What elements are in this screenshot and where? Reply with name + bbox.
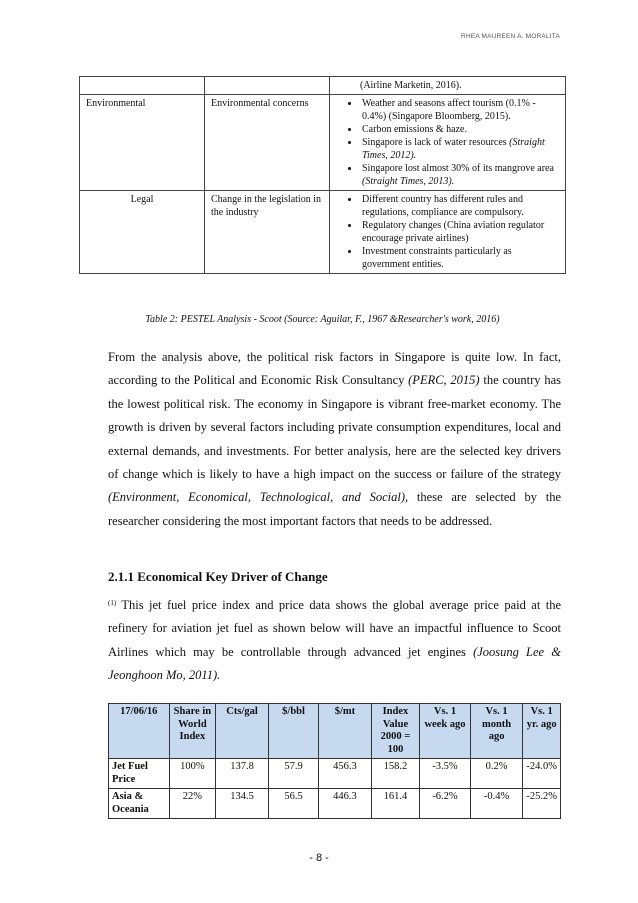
list-item: • Singapore lost almost 30% of its mangrove area (Straight Times, 2013). bbox=[360, 162, 559, 188]
pestel-issue-cell: Change in the legislation in the industry bbox=[205, 191, 330, 274]
page-header-author: RHEA MAUREEN A. MORALITA bbox=[461, 33, 560, 40]
table-cell: -24.0% bbox=[523, 759, 561, 789]
table-cell: 134.5 bbox=[216, 789, 269, 819]
pestel-points-cell bbox=[330, 95, 566, 191]
body-paragraph: From the analysis above, the political risk factors in Singapore is quite low. In fact, according to the Political and Economic Risk Consultancy (PERC, 2015) the country has the lowest political risk. The economy in Singapore is vibrant free-market economy. The growth is driven by several factors including private consumption expenditures, local and external demands, and investments. For better analysis, here are the selected key drivers of change which is likely to have a high impact on the success or failure of the strategy (Environment, Economical, Technological, and Social), these are selected by the researcher considering the most important factors that needs to be addressed. bbox=[108, 350, 561, 528]
table-cell: -0.4% bbox=[470, 789, 523, 819]
list-item: • Different country has different rules and regulations, compliance are compulsory. bbox=[360, 193, 559, 219]
table-cell: 100% bbox=[169, 759, 216, 789]
table-cell: 456.3 bbox=[319, 759, 371, 789]
table-cell: 0.2% bbox=[470, 759, 523, 789]
jet-fuel-price-table bbox=[108, 703, 561, 819]
table-row bbox=[80, 191, 566, 274]
column-header: $/bbl bbox=[268, 704, 318, 759]
list-item: • Singapore is lack of water resources (Straight Times, 2012). bbox=[360, 136, 559, 162]
table-cell: -3.5% bbox=[420, 759, 471, 789]
table-cell: -25.2% bbox=[523, 789, 561, 819]
pestel-factor-cell: Legal bbox=[80, 191, 205, 274]
table-row bbox=[109, 789, 561, 819]
table-cell: 56.5 bbox=[268, 789, 318, 819]
table-caption: Table 2: PESTEL Analysis - Scoot (Source: Aguilar, F., 1967 &Researcher's work, 2016) bbox=[145, 314, 500, 325]
pestel-factor-cell bbox=[80, 77, 205, 95]
list-item: • Investment constraints particularly as government entities. bbox=[360, 245, 559, 271]
pestel-points-cell bbox=[330, 77, 566, 95]
pestel-table bbox=[79, 76, 566, 274]
list-item: • Carbon emissions & haze. bbox=[360, 123, 559, 136]
row-label: Jet Fuel Price bbox=[109, 759, 170, 789]
table-cell: -6.2% bbox=[420, 789, 471, 819]
pestel-points-cell bbox=[330, 191, 566, 274]
table-header-row bbox=[109, 704, 561, 759]
pestel-issue-cell bbox=[205, 77, 330, 95]
footnote-mark: (1) bbox=[108, 599, 117, 607]
list-item: • Weather and seasons affect tourism (0.1% - 0.4%) (Singapore Bloomberg, 2015). bbox=[360, 97, 559, 123]
section-heading: 2.1.1 Economical Key Driver of Change bbox=[108, 569, 328, 584]
continuation-text: (Airline Marketin, 2016). bbox=[360, 80, 462, 91]
pestel-factor-cell: Environmental bbox=[80, 95, 205, 191]
table-cell: 137.8 bbox=[216, 759, 269, 789]
bullet-list bbox=[336, 193, 559, 271]
column-header: Cts/gal bbox=[216, 704, 269, 759]
column-header: 17/06/16 bbox=[109, 704, 170, 759]
section-paragraph: $^{(1)}$ This jet fuel price index and price data shows the global average price paid at the refinery for aviation jet fuel as shown below will have an impactful influence to Scoot Airlines which may be controllable through advanced jet engines (Joosung Lee & Jeonghoon Mo, 2011). bbox=[108, 598, 561, 683]
column-header: Vs. 1 yr. ago bbox=[523, 704, 561, 759]
table-cell: 57.9 bbox=[268, 759, 318, 789]
page-number: - 8 - bbox=[309, 852, 329, 864]
column-header: $/mt bbox=[319, 704, 371, 759]
column-header: Index Value 2000 = 100 bbox=[371, 704, 420, 759]
column-header: Vs. 1 month ago bbox=[470, 704, 523, 759]
column-header: Vs. 1 week ago bbox=[420, 704, 471, 759]
list-item: • Regulatory changes (China aviation regulator encourage private airlines) bbox=[360, 219, 559, 245]
table-cell: 22% bbox=[169, 789, 216, 819]
table-row bbox=[80, 77, 566, 95]
table-cell: 158.2 bbox=[371, 759, 420, 789]
column-header: Share in World Index bbox=[169, 704, 216, 759]
table-cell: 161.4 bbox=[371, 789, 420, 819]
table-row bbox=[80, 95, 566, 191]
bullet-list bbox=[336, 97, 559, 188]
table-row bbox=[109, 759, 561, 789]
table-cell: 446.3 bbox=[319, 789, 371, 819]
row-label: Asia & Oceania bbox=[109, 789, 170, 819]
pestel-issue-cell: Environmental concerns bbox=[205, 95, 330, 191]
